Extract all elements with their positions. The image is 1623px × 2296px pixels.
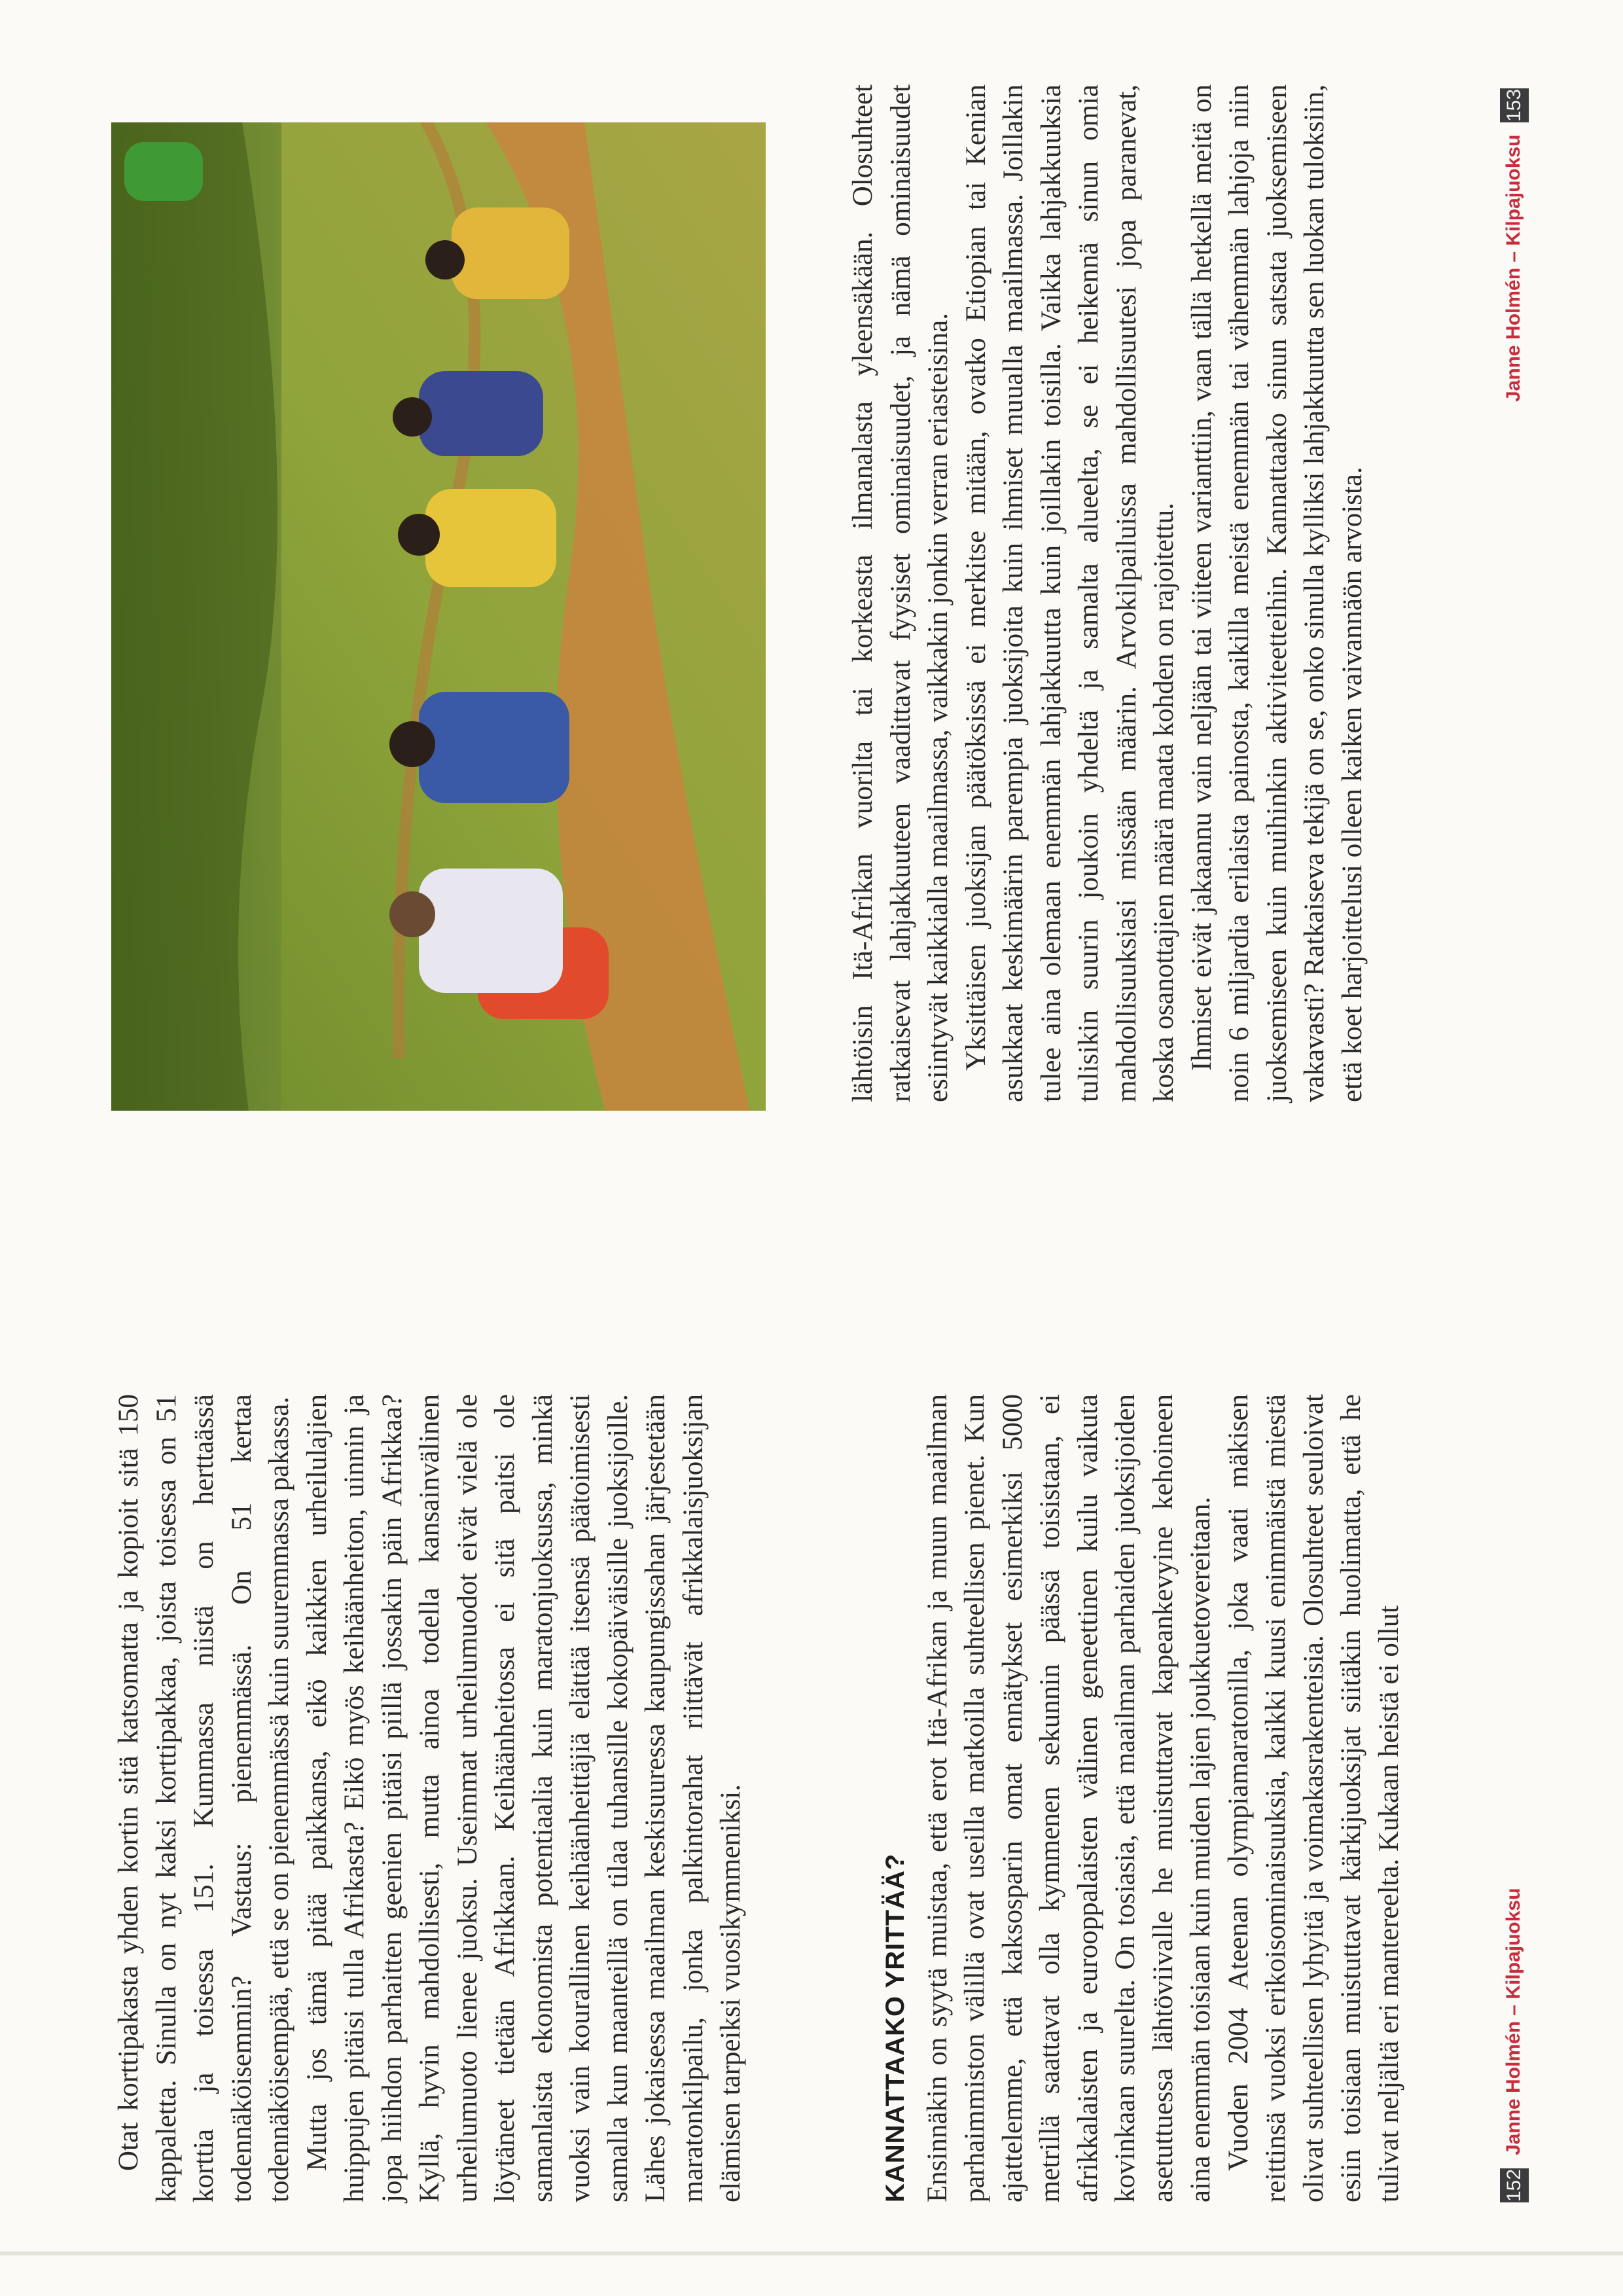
section-paragraph-2: Vuoden 2004 Ateenan olympiamaratonilla, joka vaati mäkisen reittinsä vuoksi erikoisominaisuuksia, kaikki kuusi enimmäistä miestä olivat suhteellisen lyhyitä ja voimakasrakenteisia. Olosuhteet seuloivat esiin toisiaan muistuttavat kärkijuoksijat siitäkin huolimatta, että he tulivat neljältä eri mantereelta. Kukaan heistä ei ollut — [1222, 1394, 1404, 2202]
right-text — [844, 84, 1371, 1102]
right-paragraph-3: Ihmiset eivät jakaannu vain neljään tai viiteen varianttiin, vaan tällä hetkellä meitä on noin 6 miljardia erilaista painosta, kaikilla meistä enemmän tai vähemmän lahjoja niin juoksemiseen kuin muihinkin aktiviteetteihin. Kannattaako sinun satsata juoksemiseen vakavasti? Ratkaiseva tekijä on se, onko sinulla kylliksi lahjakkuutta sen luokan tuloksiin, että koet harjoittelusi olleen kaiken vaivannäön arvoista. — [1186, 84, 1368, 1102]
left-paragraph-1: Otat korttipakasta yhden kortin sitä katsomatta ja kopioit sitä 150 kappaletta. Sinulla on nyt kaksi korttipakkaa, joista toisessa on 51 korttia ja toisessa 151. Kummassa niistä on herttaässä todennäköisemmin? Vastaus: pienemmässä. On 51 kertaa todennäköisempää, että se on pienemmässä kuin suuremmassa pakassa. — [113, 1394, 294, 2202]
left-paragraph-2: Mutta jos tämä pitää paikkansa, eikö kaikkien urheilulajien huippujen pitäisi tulla Afrikasta? Eikö myös keihäänheiton, uinnin ja jopa hiihdon parhaitten geenien pitäisi piillä jossakin päin Afrikkaa? Kyllä, hyvin mahdollisesti, mutta ainoa todella kansainvälinen urheilumuoto lienee juoksu. Useimmat urheilumuodot eivät vielä ole löytäneet tietään Afrikkaan. Keihäänheitossa ei sitä paitsi ole samanlaista ekonomista potentiaalia kuin maratonjuoksussa, minkä vuoksi vain kourallinen keihäänheittäjiä elättää itsensä päätoimisesti samalla kun maanteillä on tilaa tuhansille kokopäiväisille juoksijoille. Lähes jokaisessa maailman keskisuuressa kaupungissahan järjestetään maratonkilpailu, jonka palkintorahat riittävät afrikkalaisjuoksijan elämisen tarpeiksi vuosikymmeniksi. — [301, 1394, 746, 2202]
section-paragraph-1: Ensinnäkin on syytä muistaa, että erot Itä-Afrikan ja muun maailman parhaimmiston välillä ovat useilla matkoilla suhteellisen pienet. Kun ajattelemme, että kaksosparin omat ennätykset esimerkiksi 5000 metrillä saattavat olla kymmenen sekunnin päässä toisistaan, ei afrikkalaisten ja eurooppalaisten välinen geneettinen kuilu vaikuta kovinkaan suurelta. On tosiasia, että maailman parhaiden juoksijoiden asetuttuessa lähtöviivalle he muistuttavat kapeankevyine kehoineen aina enemmän toisiaan kuin muiden lajien joukkuetovereitaan. — [921, 1394, 1216, 2202]
runners-photo-drawing — [111, 122, 766, 1111]
left-page — [0, 1148, 1623, 2296]
left-text-upper — [110, 1394, 750, 2202]
running-head-left: Janne Holmén – Kilpajuoksu — [1503, 1888, 1524, 2155]
left-text-lower — [877, 1394, 1408, 2202]
page-number-153: 153 — [1500, 88, 1529, 122]
scan-edge-line — [0, 2251, 1623, 2255]
section-heading: KANNATTAAKO YRITTÄÄ? — [881, 1853, 910, 2202]
right-paragraph-2: Yksittäisen juoksijan päätöksissä ei merkitse mitään, ovatko Etiopian tai Kenian asukkaat keskimäärin parempia juoksijoita kuin ihmiset muualla maailmassa. Joillakin tulee aina olemaan enemmän lahjakkuutta kuin joillakin toisilla. Vaikka lahjakkuuksia tulisikin suurin joukoin yhdeltä ja samalta alueelta, se ei heikennä sinun omia mahdollisuuksiasi missään määrin. Arvokilpailuissa mahdollisuutesi jopa paranevat, koska osanottajien määrä maata kohden on rajoitettu. — [960, 84, 1179, 1102]
runners-photo — [111, 122, 766, 1111]
right-paragraph-1: lähtöisin Itä-Afrikan vuorilta tai korkeasta ilmanalasta yleensäkään. Olosuhteet ratkaisevat lahjakkuuteen vaadittavat fyysiset ominaisuudet, ja nämä ominaisuudet esiintyvät kaikkialla maailmassa, vaikkakin jonkin verran eriasteisina. — [847, 84, 954, 1102]
page-number-152: 152 — [1500, 2168, 1529, 2202]
running-head-right: Janne Holmén – Kilpajuoksu — [1503, 134, 1524, 402]
